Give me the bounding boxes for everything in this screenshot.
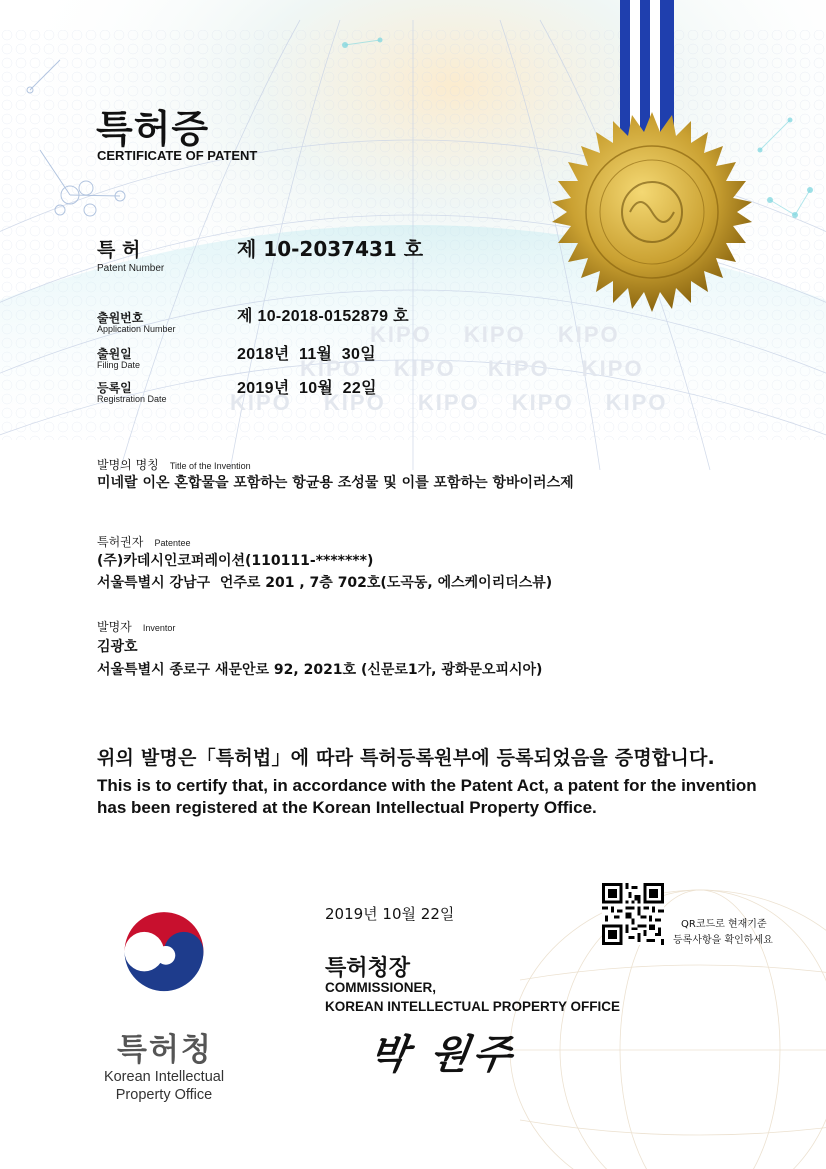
office-name-en1: Korean Intellectual <box>103 1069 225 1085</box>
invention-title-label <box>97 454 251 473</box>
kipo-watermark-text: KIPO <box>605 390 668 415</box>
application-number-label-ko: 출원번호 <box>97 311 144 325</box>
inventor-address: 서울특별시 종로구 새문안로 92, 2021호 (신문로1가, 광화문오피시아) <box>97 662 543 678</box>
patent-number-value: 제 10-2037431 호 <box>237 237 424 261</box>
kipo-watermark-text: KIPO <box>417 390 480 415</box>
inventor-name: 김광호 <box>97 639 138 655</box>
kipo-watermark-text: KIPO <box>230 390 292 415</box>
application-number-label-en: Application Number <box>97 324 176 334</box>
inventor-label-ko: 발명자 <box>97 620 132 634</box>
qr-code-icon[interactable] <box>602 883 664 945</box>
patentee-label-ko: 특허권자 <box>97 535 144 549</box>
kipo-watermark-text: KIPO <box>557 322 620 347</box>
application-number-value: 제 10-2018-0152879 호 <box>237 308 409 325</box>
patentee-name: (주)카데시인코퍼레이션(110111-*******) <box>97 553 374 569</box>
patentee-label-en: Patentee <box>154 538 191 548</box>
kipo-watermark-text: KIPO <box>487 356 550 381</box>
kipo-watermark <box>230 318 710 418</box>
invention-label-ko: 발명의 명칭 <box>97 458 159 472</box>
patentee-address: 서울특별시 강남구 언주로 201 , 7층 702호(도곡동, 에스케이리더스뷰) <box>97 575 553 591</box>
kipo-watermark-text: KIPO <box>300 356 362 381</box>
patentee-label <box>97 531 191 550</box>
office-name-ko: 특허청 <box>117 1032 213 1068</box>
invention-title-value: 미네랄 이온 혼합물을 포함하는 항균용 조성물 및 이를 포함하는 항바이러스제 <box>97 475 574 491</box>
filing-date-value: 2018년 11월 30일 <box>237 346 376 363</box>
kipo-watermark-text: KIPO <box>370 322 432 347</box>
kipo-watermark-text: KIPO <box>323 390 386 415</box>
registration-date-value: 2019년 10월 22일 <box>237 380 377 397</box>
registration-date-label-ko: 등록일 <box>97 381 132 395</box>
commissioner-title-en1: COMMISSIONER, <box>325 980 437 995</box>
kipo-watermark-text: KIPO <box>511 390 574 415</box>
commissioner-signature: 박 원주 <box>366 1031 519 1078</box>
patent-number-label-en: Patent Number <box>97 263 165 274</box>
filing-date-label-ko: 출원일 <box>97 347 132 361</box>
qr-caption-line1: QR코드로 현재기준 <box>681 919 767 930</box>
office-name-en2: Property Office <box>115 1087 213 1103</box>
filing-date-label-en: Filing Date <box>97 360 141 370</box>
commissioner-title-ko: 특허청장 <box>325 956 411 981</box>
inventor-label-en: Inventor <box>142 623 176 633</box>
kipo-taegeuk-logo-icon <box>117 914 211 1008</box>
kipo-watermark-text: KIPO <box>581 356 644 381</box>
certify-statement-en-line1: This is to certify that, in accordance with the Patent Act, a patent for the invention <box>97 776 757 795</box>
inventor-label <box>97 616 175 635</box>
invention-label-en: Title of the Invention <box>169 461 251 471</box>
certificate-title-ko: 특허증 <box>96 107 210 151</box>
certify-statement-ko: 위의 발명은「특허법」에 따라 특허등록원부에 등록되었음을 증명합니다. <box>97 747 715 769</box>
kipo-watermark-text: KIPO <box>393 356 456 381</box>
certify-statement-en-line2: has been registered at the Korean Intellectual Property Office. <box>97 798 597 817</box>
patent-number-label-ko: 특 허 <box>97 239 141 261</box>
issue-date: 2019년 10월 22일 <box>325 905 455 923</box>
registration-date-label-en: Registration Date <box>97 394 167 404</box>
qr-caption-line2: 등록사항을 확인하세요 <box>673 935 773 946</box>
commissioner-title-en2: KOREAN INTELLECTUAL PROPERTY OFFICE <box>325 999 621 1014</box>
gold-seal-icon <box>552 112 752 312</box>
certificate-title-en: CERTIFICATE OF PATENT <box>97 148 258 163</box>
kipo-watermark-text: KIPO <box>463 322 526 347</box>
